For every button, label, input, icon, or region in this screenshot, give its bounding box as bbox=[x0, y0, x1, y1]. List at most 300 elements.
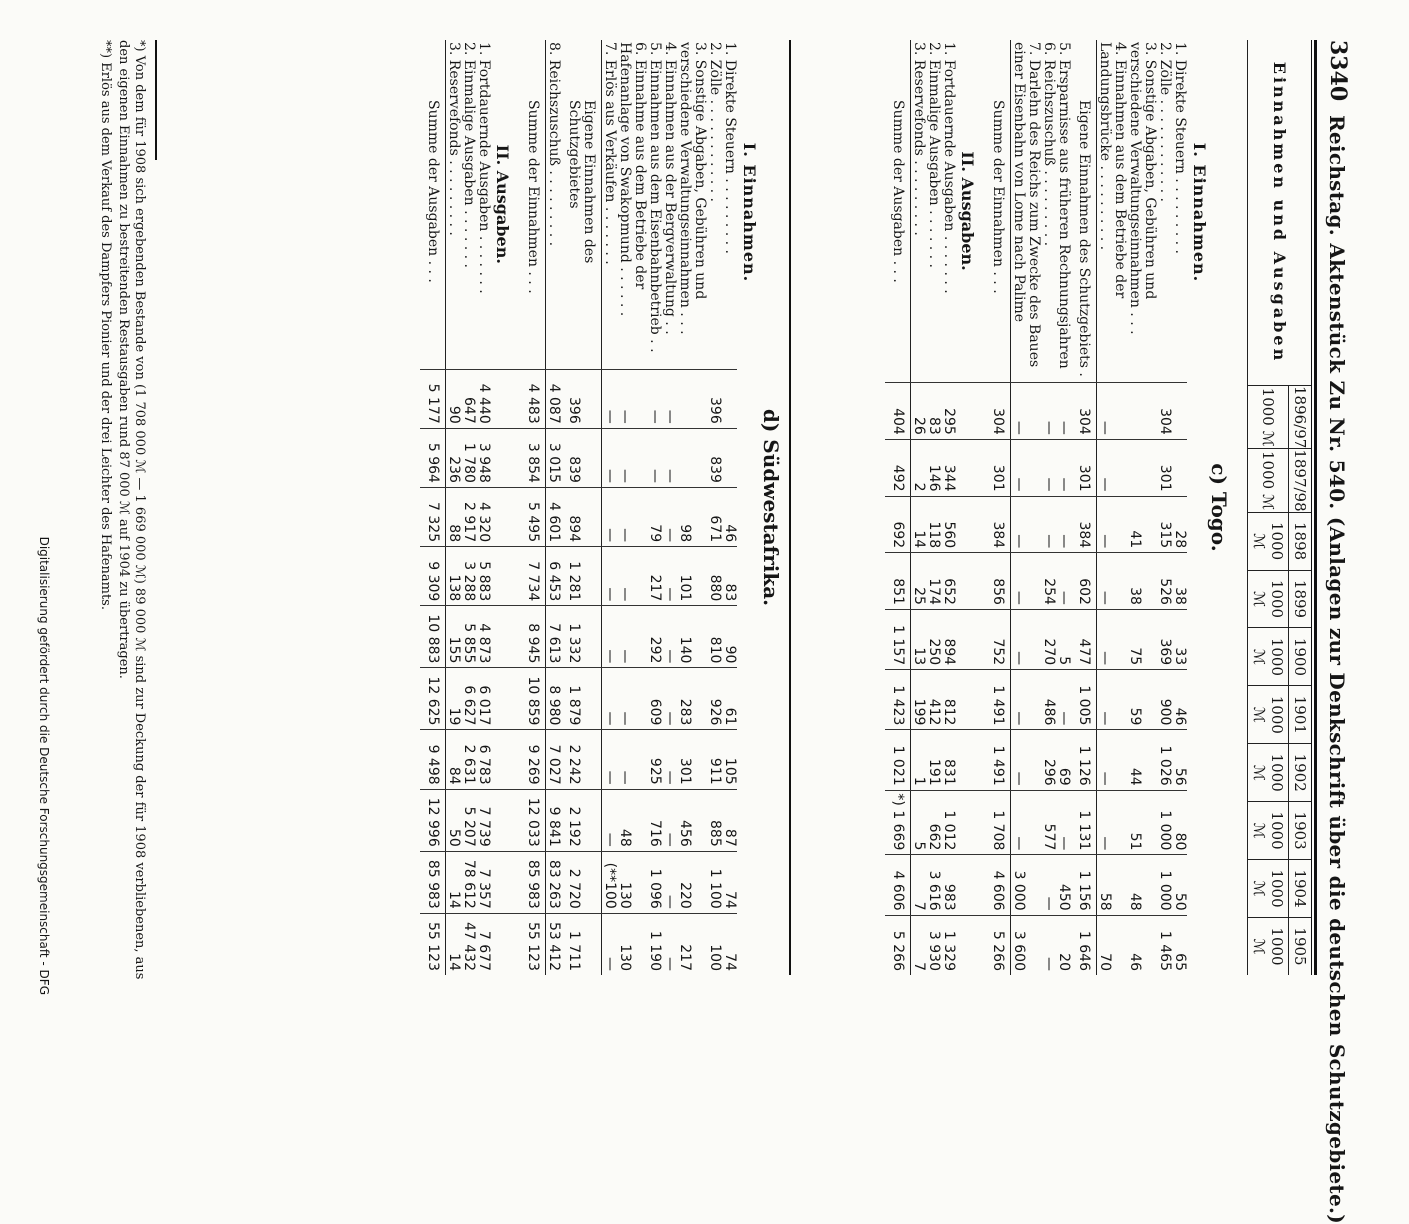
table-row bbox=[707, 40, 722, 975]
empty-cell bbox=[956, 383, 985, 440]
value-cell: 50 bbox=[446, 789, 462, 851]
value-cell bbox=[677, 369, 707, 428]
value-cell bbox=[1172, 383, 1187, 440]
empty-cell bbox=[491, 851, 520, 913]
value-cell: 14 bbox=[446, 913, 462, 975]
togo-table bbox=[885, 40, 1187, 975]
value-cell: — bbox=[1041, 439, 1056, 496]
value-cell: 3 930 bbox=[926, 915, 941, 975]
row-label: 3. Sonstige Abgaben, Gebühren und verschiedene Verwaltungseinnahmen . . . bbox=[677, 42, 708, 335]
row-label: 6. Reichszuschuß . . . . . . . . . bbox=[1041, 42, 1057, 247]
empty-cell bbox=[956, 855, 985, 915]
unit-header: 1000 ℳ bbox=[1248, 686, 1289, 744]
section-rule bbox=[789, 40, 791, 975]
value-cell: 609 bbox=[647, 668, 662, 730]
value-cell: 7 613 bbox=[546, 606, 562, 668]
empty-cell bbox=[491, 547, 520, 606]
empty-cell bbox=[956, 439, 985, 496]
value-cell: 3 000 bbox=[1011, 855, 1042, 915]
value-cell: 46 bbox=[722, 487, 737, 546]
value-cell: 7 bbox=[911, 915, 927, 975]
empty-cell bbox=[491, 606, 520, 668]
value-cell: 88 bbox=[446, 487, 462, 546]
year-header: 1896/97 bbox=[1289, 386, 1312, 449]
value-cell: — bbox=[1011, 790, 1042, 855]
dsw-section-title: d) Südwestafrika. bbox=[759, 408, 783, 607]
value-cell: 83 bbox=[926, 383, 941, 440]
value-cell: — bbox=[1097, 383, 1128, 440]
value-cell: 283 bbox=[677, 668, 707, 730]
value-cell: 839 bbox=[707, 428, 722, 487]
value-cell: — bbox=[617, 369, 647, 428]
value-cell: 61 bbox=[722, 668, 737, 730]
value-cell: — bbox=[662, 547, 677, 606]
value-cell: 7 325 bbox=[420, 487, 446, 546]
value-cell: 304 bbox=[1071, 383, 1097, 440]
value-cell: 2 720 bbox=[561, 851, 602, 913]
value-cell: 55 123 bbox=[420, 913, 446, 975]
value-cell: 911 bbox=[707, 730, 722, 789]
page-header bbox=[1321, 40, 1409, 1224]
table-row bbox=[941, 40, 956, 975]
value-cell: 59 bbox=[1127, 670, 1157, 730]
value-cell: 3 854 bbox=[520, 428, 546, 487]
empty-cell bbox=[491, 789, 520, 851]
value-cell: 9 841 bbox=[546, 789, 562, 851]
value-cell: 1 157 bbox=[885, 609, 911, 669]
table-row bbox=[662, 40, 677, 975]
table-row bbox=[1041, 40, 1056, 975]
value-cell: 716 bbox=[647, 789, 662, 851]
value-cell: — bbox=[1011, 496, 1042, 553]
value-cell: — bbox=[1041, 915, 1056, 975]
empty-cell bbox=[491, 428, 520, 487]
value-cell: 1 646 bbox=[1071, 915, 1097, 975]
page-title: Reichstag. Aktenstück Zu Nr. 540. (Anlagen zur Denkschrift über die deutschen Schutzgebiete.) bbox=[1325, 115, 1349, 1224]
value-cell: 301 bbox=[677, 730, 707, 789]
value-cell: — bbox=[602, 547, 618, 606]
page-number: 3340 bbox=[1325, 40, 1351, 102]
value-cell: 1 780 bbox=[461, 428, 476, 487]
table-row bbox=[722, 40, 737, 975]
value-cell: 6 627 bbox=[461, 668, 476, 730]
row-label: 5. Ersparnisse aus früheren Rechnungsjahren bbox=[1056, 42, 1072, 369]
value-cell: 90 bbox=[722, 606, 737, 668]
value-cell: 146 bbox=[926, 439, 941, 496]
row-label: 3. Sonstige Abgaben, Gebühren und verschiedene Verwaltungseinnahmen . . . bbox=[1127, 42, 1158, 335]
value-cell: 100 bbox=[707, 913, 722, 975]
table-row bbox=[546, 40, 562, 975]
value-cell: — bbox=[617, 428, 647, 487]
table-row bbox=[647, 40, 662, 975]
value-cell: 1 711 bbox=[561, 913, 602, 975]
value-cell: — bbox=[662, 428, 677, 487]
value-cell: — bbox=[1097, 439, 1128, 496]
unit-header: 1000 ℳ bbox=[1248, 386, 1289, 449]
value-cell: 647 bbox=[461, 369, 476, 428]
value-cell: 14 bbox=[911, 496, 927, 553]
empty-cell bbox=[956, 609, 985, 669]
value-cell: 80 bbox=[1172, 790, 1187, 855]
year-header: 1903 bbox=[1289, 802, 1312, 860]
value-cell: 38 bbox=[1172, 553, 1187, 610]
value-cell: — bbox=[602, 487, 618, 546]
unit-header: 1000 ℳ bbox=[1248, 860, 1289, 918]
value-cell: — bbox=[1011, 730, 1042, 790]
value-cell: 1 190 bbox=[647, 913, 662, 975]
table-row bbox=[1011, 40, 1042, 975]
value-cell: 5 207 bbox=[461, 789, 476, 851]
value-cell: 47 432 bbox=[461, 913, 476, 975]
value-cell: 880 bbox=[707, 547, 722, 606]
value-cell bbox=[722, 428, 737, 487]
value-cell: 1 026 bbox=[1157, 730, 1172, 790]
year-header: 1902 bbox=[1289, 744, 1312, 802]
value-cell: 1 465 bbox=[1157, 915, 1172, 975]
table-row bbox=[602, 40, 618, 975]
column-header-table bbox=[1247, 40, 1311, 975]
value-cell: — bbox=[1097, 496, 1128, 553]
unit-header: 1000 ℳ bbox=[1248, 918, 1289, 976]
value-cell: — bbox=[662, 789, 677, 851]
year-header: 1899 bbox=[1289, 570, 1312, 628]
value-cell: 4 087 bbox=[546, 369, 562, 428]
value-cell: 1 126 bbox=[1071, 730, 1097, 790]
value-cell bbox=[722, 369, 737, 428]
value-cell: — bbox=[662, 913, 677, 975]
value-cell: *) 1 669 bbox=[885, 790, 911, 855]
value-cell: 2 631 bbox=[461, 730, 476, 789]
value-cell: 602 bbox=[1071, 553, 1097, 610]
year-header: 1900 bbox=[1289, 628, 1312, 686]
table-row bbox=[926, 40, 941, 975]
table-row bbox=[1056, 40, 1071, 975]
value-cell: 301 bbox=[1157, 439, 1172, 496]
value-cell: 8 980 bbox=[546, 668, 562, 730]
value-cell: 5 177 bbox=[420, 369, 446, 428]
row-label: 2. Zölle . . . . . . . . . . . . bbox=[1157, 42, 1173, 203]
value-cell: 296 bbox=[1041, 730, 1056, 790]
row-label: Summe der Einnahmen . . . bbox=[520, 40, 546, 369]
subsection-title-row bbox=[956, 40, 985, 975]
value-cell bbox=[1172, 439, 1187, 496]
value-cell: 4 320 bbox=[476, 487, 491, 546]
value-cell: 10 859 bbox=[520, 668, 546, 730]
row-label: 1. Direkte Steuern . . . . . . . . . bbox=[722, 42, 738, 254]
value-cell: 74 bbox=[722, 913, 737, 975]
value-cell: 662 bbox=[926, 790, 941, 855]
value-cell: 26 bbox=[911, 383, 927, 440]
value-cell: 10 883 bbox=[420, 606, 446, 668]
value-cell: — bbox=[1011, 609, 1042, 669]
value-cell: 492 bbox=[885, 439, 911, 496]
value-cell: 48 bbox=[1127, 855, 1157, 915]
value-cell: — bbox=[1056, 553, 1071, 610]
value-cell bbox=[1127, 383, 1157, 440]
value-cell: 28 bbox=[1172, 496, 1187, 553]
value-cell: 140 bbox=[677, 606, 707, 668]
empty-cell bbox=[956, 553, 985, 610]
empty-cell bbox=[956, 915, 985, 975]
empty-cell bbox=[491, 668, 520, 730]
year-row bbox=[1289, 40, 1312, 975]
unit-header: 1000 ℳ bbox=[1248, 512, 1289, 570]
unit-header: 1000 ℳ bbox=[1248, 628, 1289, 686]
value-cell: — bbox=[1041, 383, 1056, 440]
table-row bbox=[1157, 40, 1172, 975]
value-cell: 1 096 bbox=[647, 851, 662, 913]
dsw-table bbox=[420, 40, 737, 975]
value-cell: 85 983 bbox=[420, 851, 446, 913]
row-label: 3. Reservefonds . . . . . . . . . bbox=[911, 42, 927, 236]
value-cell: 12 033 bbox=[520, 789, 546, 851]
value-cell: 304 bbox=[1157, 383, 1172, 440]
row-label: 2. Zölle . . . . . . . . . . . . bbox=[707, 42, 723, 203]
value-cell: 315 bbox=[1157, 496, 1172, 553]
value-cell: 5 495 bbox=[520, 487, 546, 546]
value-cell: 75 bbox=[1127, 609, 1157, 669]
table-row bbox=[446, 40, 462, 975]
value-cell: 1 000 bbox=[1157, 855, 1172, 915]
value-cell: 652 bbox=[941, 553, 956, 610]
empty-cell bbox=[956, 730, 985, 790]
value-cell: 1 879 bbox=[561, 668, 602, 730]
value-cell: 5 266 bbox=[985, 915, 1011, 975]
value-cell: — bbox=[1097, 609, 1128, 669]
table-row bbox=[1172, 40, 1187, 975]
year-header: 1904 bbox=[1289, 860, 1312, 918]
row-label: 1. Fortdauernde Ausgaben . . . . . . . bbox=[476, 42, 492, 294]
year-header: 1898 bbox=[1289, 512, 1312, 570]
value-cell: — bbox=[602, 730, 618, 789]
value-cell: 3 015 bbox=[546, 428, 562, 487]
value-cell: 1 131 bbox=[1071, 790, 1097, 855]
value-cell: 3 288 bbox=[461, 547, 476, 606]
value-cell: 138 bbox=[446, 547, 462, 606]
value-cell: 1 021 bbox=[885, 730, 911, 790]
footnote-rule bbox=[155, 40, 157, 160]
value-cell: 46 bbox=[1127, 915, 1157, 975]
sum-row bbox=[561, 40, 602, 975]
value-cell: 894 bbox=[941, 609, 956, 669]
value-cell: 292 bbox=[647, 606, 662, 668]
row-label: 2. Einmalige Ausgaben . . . . . . . bbox=[461, 42, 477, 268]
value-cell: — bbox=[617, 668, 647, 730]
table-row bbox=[911, 40, 927, 975]
value-cell: — bbox=[602, 369, 618, 428]
header-rule bbox=[1314, 40, 1317, 975]
value-cell: 58 bbox=[1097, 855, 1128, 915]
value-cell: — bbox=[1097, 730, 1128, 790]
value-cell: — bbox=[662, 730, 677, 789]
value-cell: 5 266 bbox=[885, 915, 911, 975]
value-cell: 851 bbox=[885, 553, 911, 610]
row-label: Summe der Einnahmen . . . bbox=[985, 40, 1011, 383]
value-cell: 51 bbox=[1127, 790, 1157, 855]
value-cell: 5 bbox=[911, 790, 927, 855]
value-cell: 7 734 bbox=[520, 547, 546, 606]
value-cell: 12 996 bbox=[420, 789, 446, 851]
value-cell: — bbox=[602, 606, 618, 668]
sum-row bbox=[985, 40, 1011, 975]
value-cell: 236 bbox=[446, 428, 462, 487]
value-cell: — bbox=[602, 668, 618, 730]
value-cell: 217 bbox=[677, 913, 707, 975]
value-cell: — bbox=[647, 369, 662, 428]
value-cell: — bbox=[602, 913, 618, 975]
row-label: Summe der Ausgaben . . . bbox=[420, 40, 446, 369]
value-cell: 13 bbox=[911, 609, 927, 669]
value-cell: 369 bbox=[1157, 609, 1172, 669]
value-cell: 983 bbox=[941, 855, 956, 915]
value-cell: 1 281 bbox=[561, 547, 602, 606]
value-cell: 220 bbox=[677, 851, 707, 913]
value-cell: 885 bbox=[707, 789, 722, 851]
value-cell: 38 bbox=[1127, 553, 1157, 610]
value-cell: 1 491 bbox=[985, 670, 1011, 730]
value-cell: 53 412 bbox=[546, 913, 562, 975]
empty-cell bbox=[956, 670, 985, 730]
value-cell: 4 606 bbox=[985, 855, 1011, 915]
value-cell: 486 bbox=[1041, 670, 1056, 730]
value-cell: — bbox=[1011, 439, 1042, 496]
value-cell: 925 bbox=[647, 730, 662, 789]
value-cell: 3 948 bbox=[476, 428, 491, 487]
value-cell: 8 945 bbox=[520, 606, 546, 668]
expense-title: II. Ausgaben. bbox=[958, 151, 977, 271]
value-cell: 217 bbox=[647, 547, 662, 606]
value-cell: 1 332 bbox=[561, 606, 602, 668]
row-label: Eigene Einnahmen des Schutzgebiets . bbox=[1071, 40, 1097, 383]
value-cell: 526 bbox=[1157, 553, 1172, 610]
value-cell: 1 100 bbox=[707, 851, 722, 913]
row-label: 1. Direkte Steuern . . . . . . . . . bbox=[1172, 42, 1188, 254]
value-cell: 98 bbox=[677, 487, 707, 546]
sum-row bbox=[520, 40, 546, 975]
value-cell: 1 005 bbox=[1071, 670, 1097, 730]
dfg-note: Digitalisierung gefördert durch die Deutsche Forschungsgemeinschaft - DFG bbox=[37, 536, 51, 995]
value-cell: 671 bbox=[707, 487, 722, 546]
value-cell: 7 357 bbox=[476, 851, 491, 913]
table-row bbox=[461, 40, 476, 975]
togo-income-title: I. Einnahmen. bbox=[1190, 142, 1209, 283]
value-cell: — bbox=[602, 789, 618, 851]
value-cell: — bbox=[617, 730, 647, 789]
value-cell: 48 bbox=[617, 789, 647, 851]
value-cell: — bbox=[1097, 553, 1128, 610]
value-cell: 85 983 bbox=[520, 851, 546, 913]
value-cell: 130 bbox=[617, 913, 647, 975]
value-cell: 46 bbox=[1172, 670, 1187, 730]
value-cell: 839 bbox=[561, 428, 602, 487]
empty-cell bbox=[956, 496, 985, 553]
value-cell: 4 873 bbox=[476, 606, 491, 668]
value-cell: 5 883 bbox=[476, 547, 491, 606]
value-cell: 69 bbox=[1056, 730, 1071, 790]
value-cell: 191 bbox=[926, 730, 941, 790]
header-rule-thin bbox=[1311, 40, 1312, 975]
value-cell: — bbox=[662, 606, 677, 668]
value-cell: 384 bbox=[1071, 496, 1097, 553]
value-cell: 155 bbox=[446, 606, 462, 668]
value-cell: 456 bbox=[677, 789, 707, 851]
value-cell: 384 bbox=[985, 496, 1011, 553]
value-cell: — bbox=[662, 668, 677, 730]
row-label: 4. Einnahmen aus dem Betriebe der Landungsbrücke . . . . . . . . . . bbox=[1097, 42, 1128, 299]
year-header: 1897/98 bbox=[1289, 449, 1312, 512]
value-cell: 105 bbox=[722, 730, 737, 789]
value-cell: — bbox=[1056, 670, 1071, 730]
value-cell: 2 bbox=[911, 439, 927, 496]
value-cell: — bbox=[617, 547, 647, 606]
value-cell: 6 017 bbox=[476, 668, 491, 730]
value-cell: 55 123 bbox=[520, 913, 546, 975]
value-cell: 396 bbox=[707, 369, 722, 428]
value-cell: 19 bbox=[446, 668, 462, 730]
value-cell: 7 027 bbox=[546, 730, 562, 789]
value-cell: 560 bbox=[941, 496, 956, 553]
value-cell: 250 bbox=[926, 609, 941, 669]
value-cell: 812 bbox=[941, 670, 956, 730]
value-cell: 6 783 bbox=[476, 730, 491, 789]
value-cell: 90 bbox=[446, 369, 462, 428]
value-cell: — bbox=[662, 369, 677, 428]
value-cell: 5 bbox=[1056, 609, 1071, 669]
value-cell: 65 bbox=[1172, 915, 1187, 975]
row-label: 5. Einnahmen aus dem Eisenbahnbetrieb . . bbox=[647, 42, 663, 353]
value-cell: 254 bbox=[1041, 553, 1056, 610]
table-row bbox=[1097, 40, 1128, 975]
value-cell: 1 012 bbox=[941, 790, 956, 855]
value-cell: 101 bbox=[677, 547, 707, 606]
value-cell: 20 bbox=[1056, 915, 1071, 975]
value-cell: — bbox=[1011, 383, 1042, 440]
row-label: 1. Fortdauernde Ausgaben . . . . . . . bbox=[941, 42, 957, 294]
value-cell: (**100 bbox=[602, 851, 618, 913]
value-cell: 2 192 bbox=[561, 789, 602, 851]
value-cell: 3 600 bbox=[1011, 915, 1042, 975]
row-label: 7. Darlehn des Reichs zum Zwecke des Baues einer Eisenbahn von Lome nach Palime bbox=[1011, 42, 1042, 368]
value-cell: 56 bbox=[1172, 730, 1187, 790]
row-label: 8. Reichszuschuß . . . . . . . . . bbox=[546, 42, 562, 247]
value-cell: 900 bbox=[1157, 670, 1172, 730]
value-cell: 577 bbox=[1041, 790, 1056, 855]
value-cell bbox=[1127, 439, 1157, 496]
value-cell: 79 bbox=[647, 487, 662, 546]
value-cell: 199 bbox=[911, 670, 927, 730]
unit-header: 1000 ℳ bbox=[1248, 449, 1289, 512]
value-cell: 41 bbox=[1127, 496, 1157, 553]
row-label: 6. Einnahme aus dem Betriebe der Hafenanlage von Swakopmund . . . . . . bbox=[617, 42, 648, 317]
value-cell: 9 309 bbox=[420, 547, 446, 606]
value-cell: 894 bbox=[561, 487, 602, 546]
value-cell: 87 bbox=[722, 789, 737, 851]
value-cell: 4 601 bbox=[546, 487, 562, 546]
value-cell: 33 bbox=[1172, 609, 1187, 669]
row-label: 3. Reservefonds . . . . . . . . . bbox=[446, 42, 462, 236]
value-cell: — bbox=[662, 851, 677, 913]
value-cell: — bbox=[1097, 670, 1128, 730]
value-cell: 295 bbox=[941, 383, 956, 440]
value-cell: 118 bbox=[926, 496, 941, 553]
value-cell: — bbox=[1011, 670, 1042, 730]
empty-cell bbox=[491, 487, 520, 546]
value-cell: 7 677 bbox=[476, 913, 491, 975]
value-cell: 74 bbox=[722, 851, 737, 913]
value-cell: 304 bbox=[985, 383, 1011, 440]
value-cell: 3 616 bbox=[926, 855, 941, 915]
value-cell: 856 bbox=[985, 553, 1011, 610]
